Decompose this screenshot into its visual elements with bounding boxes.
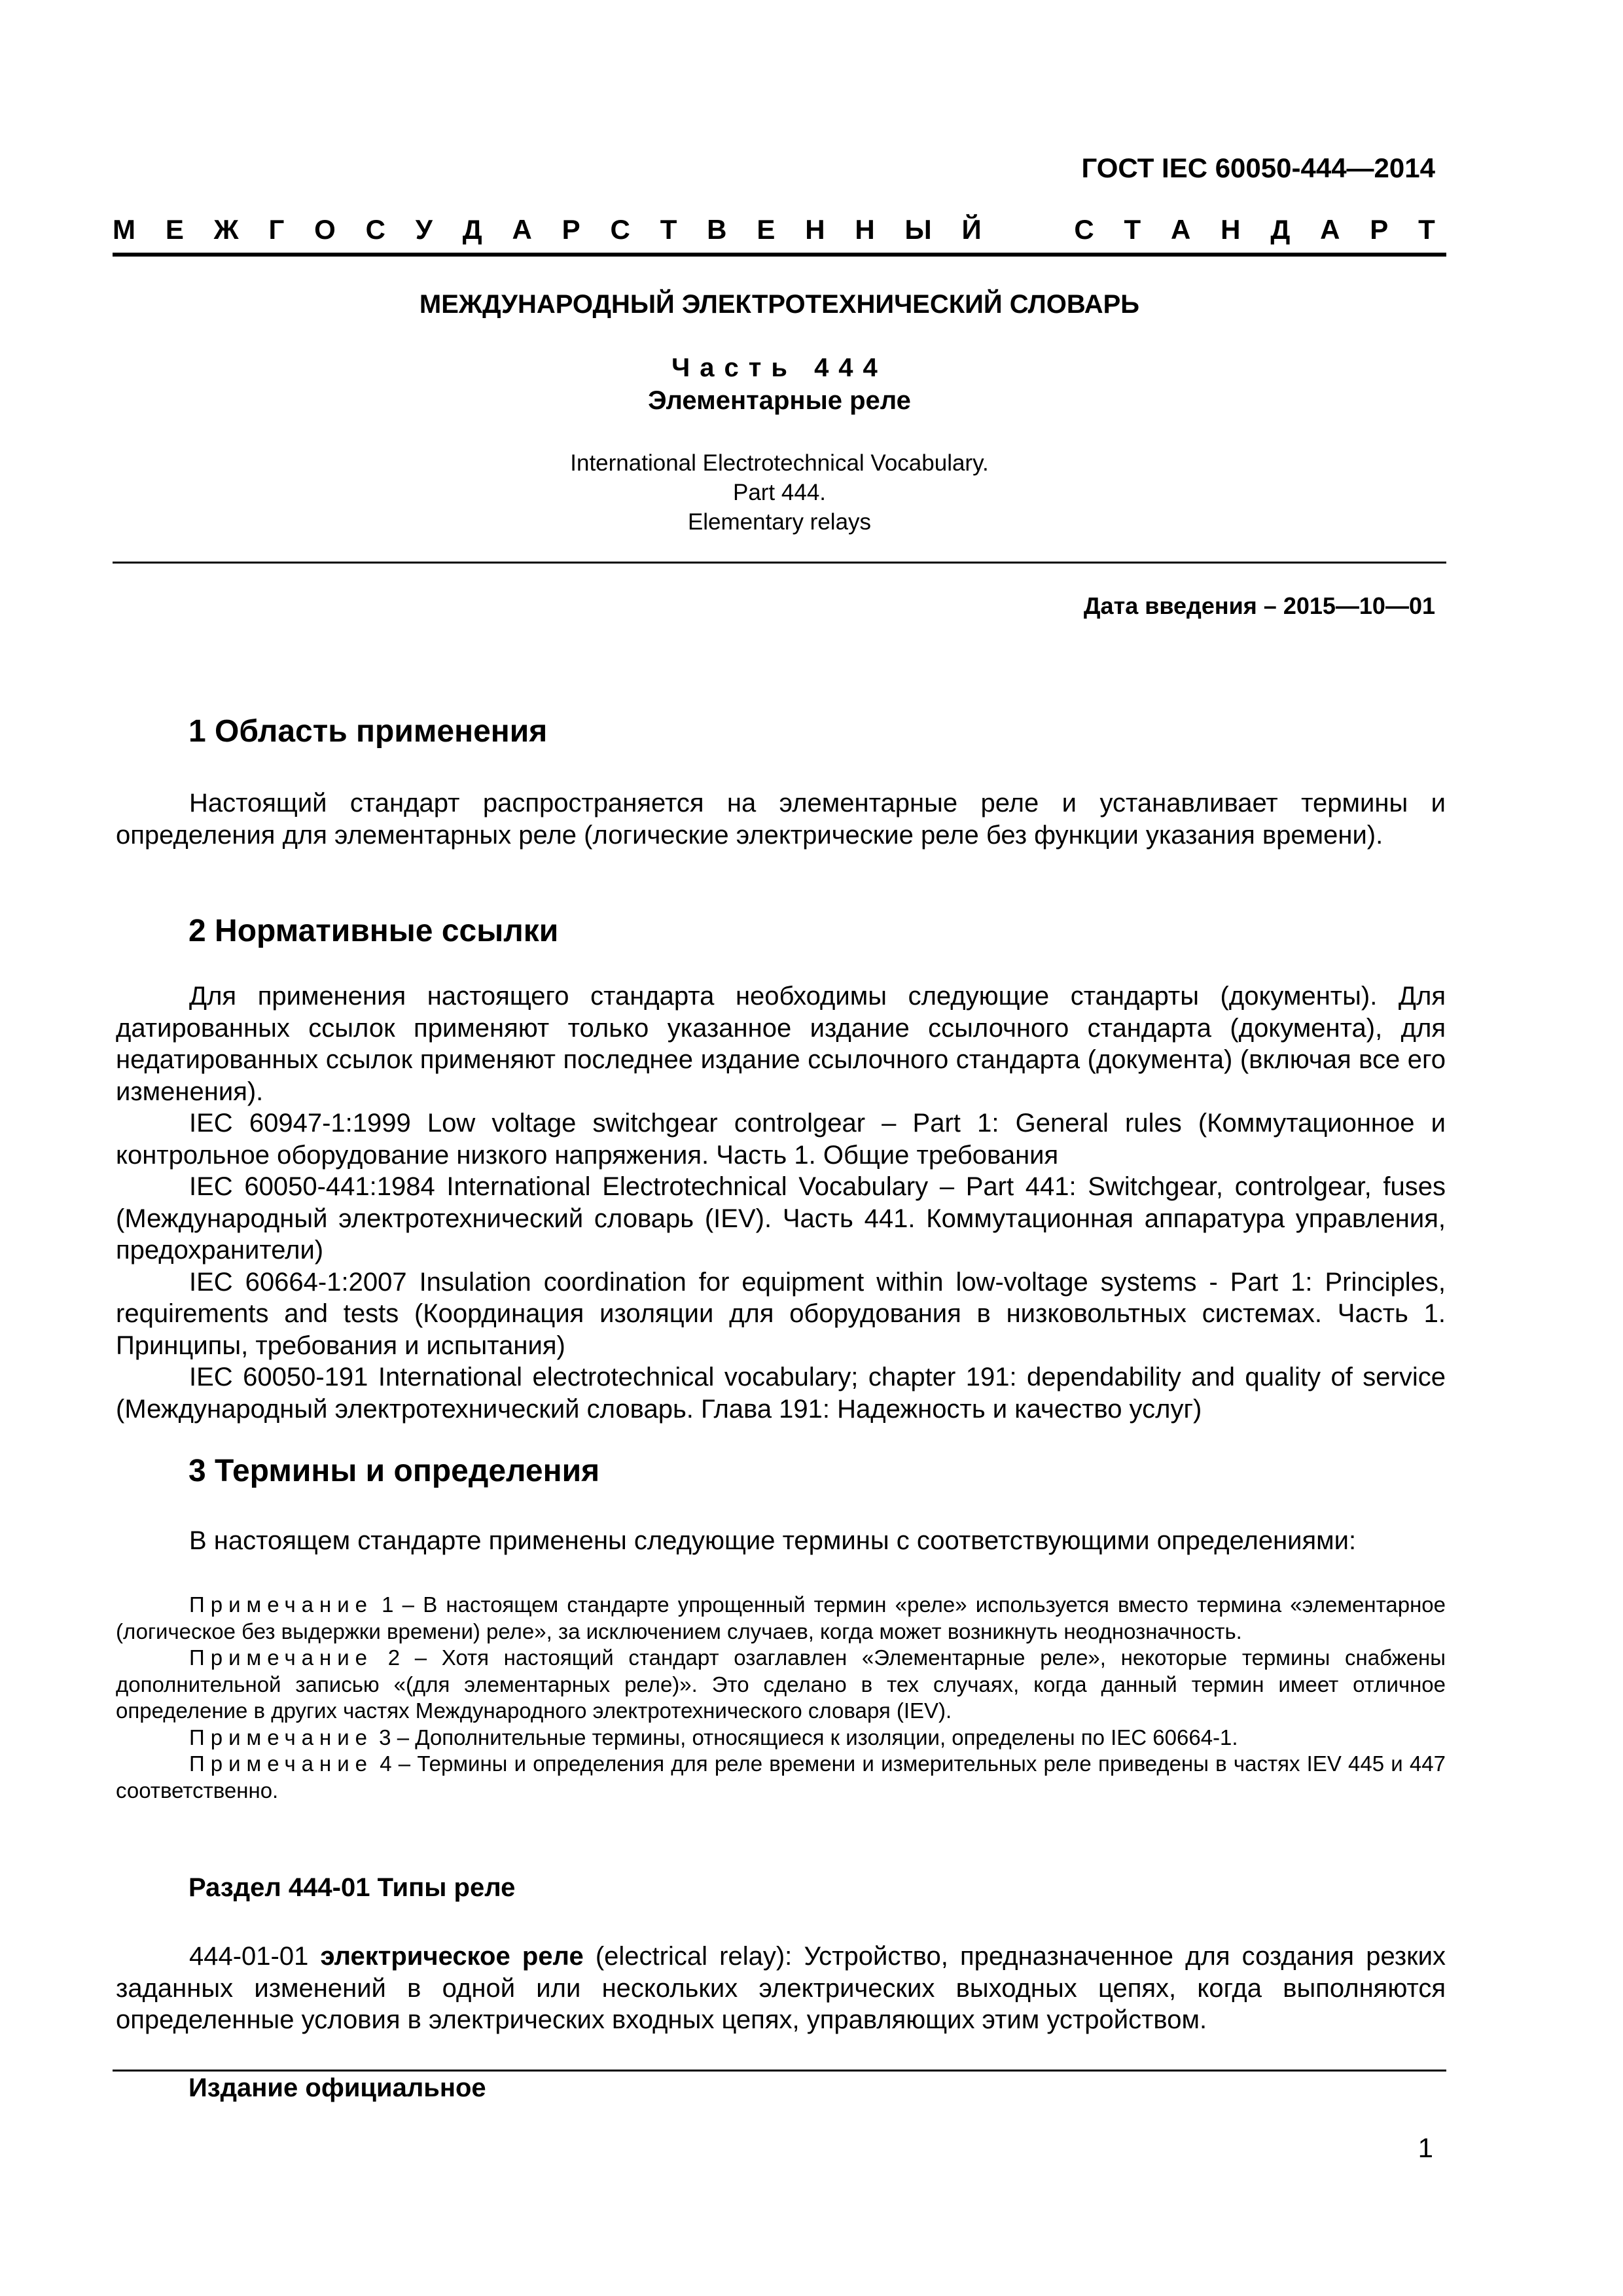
interstate-letter: Р [1370, 214, 1389, 245]
interstate-letter: Н [855, 214, 875, 245]
english-title [113, 448, 1446, 537]
interstate-standard-heading [113, 214, 1435, 245]
section-1-heading: 1 Область применения [188, 714, 548, 749]
term-definition-text: (electrical relay): Устройство, предназначенное для создания резких заданных изменений в одной или нескольких электрических выходных цепях, когда выполняются определенные условия в электрических входных цепях, управляющих этим устройством. [116, 1942, 1446, 2034]
part-number: Часть 444 [671, 353, 887, 382]
interstate-letter: Д [1270, 214, 1291, 245]
interstate-letter: Е [165, 214, 184, 245]
english-title-line: International Electrotechnical Vocabulary. [570, 450, 989, 476]
main-title: МЕЖДУНАРОДНЫЙ ЭЛЕКТРОТЕХНИЧЕСКИЙ СЛОВАРЬ [419, 290, 1140, 319]
word-gap [1012, 214, 1044, 245]
reference-item: IEC 60050-441:1984 International Electrotechnical Vocabulary – Part 441: Switchgear, controlgear, fuses (Международный электротехнический словарь (IEV). Часть 441. Коммутационная аппаратура управления, предохранители) [116, 1172, 1446, 1265]
interstate-letter: С [610, 214, 630, 245]
section-2-heading: 2 Нормативные ссылки [188, 914, 559, 948]
note [116, 1592, 1446, 1645]
interstate-letter: Т [660, 214, 677, 245]
note [116, 1645, 1446, 1725]
interstate-letter: Н [805, 214, 825, 245]
interstate-letter: А [512, 214, 532, 245]
interstate-letter: О [314, 214, 336, 245]
note-label: Примечание [189, 1645, 374, 1670]
interstate-letter: А [1320, 214, 1340, 245]
section-3-intro [116, 1525, 1446, 1557]
note-label: Примечание [189, 1751, 374, 1776]
edition-label: Издание официальное [188, 2073, 486, 2102]
interstate-letter: Е [757, 214, 776, 245]
interstate-letter: В [707, 214, 727, 245]
note-text: 2 – Хотя настоящий стандарт озаглавлен «Элементарные реле», некоторые термины снабжены дополнительной записью «(для элементарных реле)». Это сделано в тех случаях, когда данный термин имеет отличное определение в других частях Международного электротехнического словаря (IEV). [116, 1645, 1446, 1723]
english-title-line: Part 444. [732, 480, 827, 505]
section-3-heading: 3 Термины и определения [188, 1454, 600, 1488]
note-label: Примечание [189, 1592, 374, 1617]
paragraph: Для применения настоящего стандарта необходимы следующие стандарты (документы). Для датированных ссылок применяют только указанное издание ссылочного стандарта (документа), для недатированных ссылок применяют последнее издание ссылочного стандарта (документа) (включая все его изменения). [116, 982, 1446, 1106]
interstate-letter: Д [462, 214, 482, 245]
notes [116, 1592, 1446, 1804]
note-label: Примечание [189, 1725, 374, 1749]
section-2-body [116, 980, 1446, 1425]
document-code: ГОСТ IEC 60050-444—2014 [1081, 152, 1435, 183]
paragraph: Настоящий стандарт распространяется на элементарные реле и устанавливает термины и определения для элементарных реле (логические электрические реле без функции указания времени). [116, 789, 1446, 850]
english-title-line: Elementary relays [687, 509, 872, 535]
introduction-date: Дата введения – 2015—10—01 [1083, 592, 1435, 619]
interstate-letter: У [415, 214, 433, 245]
interstate-letter: Т [1124, 214, 1141, 245]
page-number: 1 [1418, 2132, 1433, 2163]
interstate-letter: Ы [904, 214, 932, 245]
note-text: 4 – Термины и определения для реле времени и измерительных реле приведены в частях IEV 445 и 447 соответственно. [116, 1751, 1446, 1803]
interstate-letter: Н [1221, 214, 1241, 245]
header-rule [113, 253, 1446, 257]
interstate-letter: М [113, 214, 135, 245]
subsection-heading: Раздел 444-01 Типы реле [188, 1873, 516, 1902]
interstate-letter: А [1170, 214, 1191, 245]
note [116, 1725, 1446, 1751]
interstate-letter: Т [1418, 214, 1435, 245]
reference-item: IEC 60050-191 International electrotechnical vocabulary; chapter 191: dependability and quality of service (Международный электротехнический словарь. Глава 191: Надежность и качество услуг) [116, 1363, 1446, 1424]
interstate-letter: Ж [213, 214, 239, 245]
note-text: 3 – Дополнительные термины, относящиеся к изоляции, определены по IEC 60664-1. [373, 1725, 1238, 1749]
interstate-letter: С [365, 214, 385, 245]
section-1-body [116, 787, 1446, 851]
interstate-letter: Г [268, 214, 285, 245]
interstate-letter: С [1074, 214, 1094, 245]
note [116, 1751, 1446, 1804]
reference-item: IEC 60947-1:1999 Low voltage switchgear controlgear – Part 1: General rules (Коммутационное и контрольное оборудование низкого напряжения. Часть 1. Общие требования [116, 1109, 1446, 1170]
footer-rule [113, 2070, 1446, 2072]
reference-item: IEC 60664-1:2007 Insulation coordination for equipment within low-voltage systems - Part 1: Principles, requirements and tests (Координация изоляции для оборудования в низковольтных системах. Часть 1. Принципы, требования и испытания) [116, 1267, 1446, 1360]
interstate-letter: Й [961, 214, 982, 245]
term-number: 444-01-01 [189, 1942, 321, 1971]
title-rule [113, 562, 1446, 564]
interstate-letter: Р [562, 214, 580, 245]
subtitle: Элементарные реле [648, 386, 911, 415]
paragraph: В настоящем стандарте применены следующие термины с соответствующими определениями: [189, 1526, 1357, 1555]
term-definition [116, 1941, 1446, 2036]
term-entry [116, 1941, 1446, 2036]
term-name: электрическое реле [320, 1942, 584, 1971]
note-text: 1 – В настоящем стандарте упрощенный термин «реле» используется вместо термина «элементарное (логическое без выдержки времени) реле», за исключением случаев, когда может возникнуть неоднозначность. [116, 1592, 1446, 1643]
